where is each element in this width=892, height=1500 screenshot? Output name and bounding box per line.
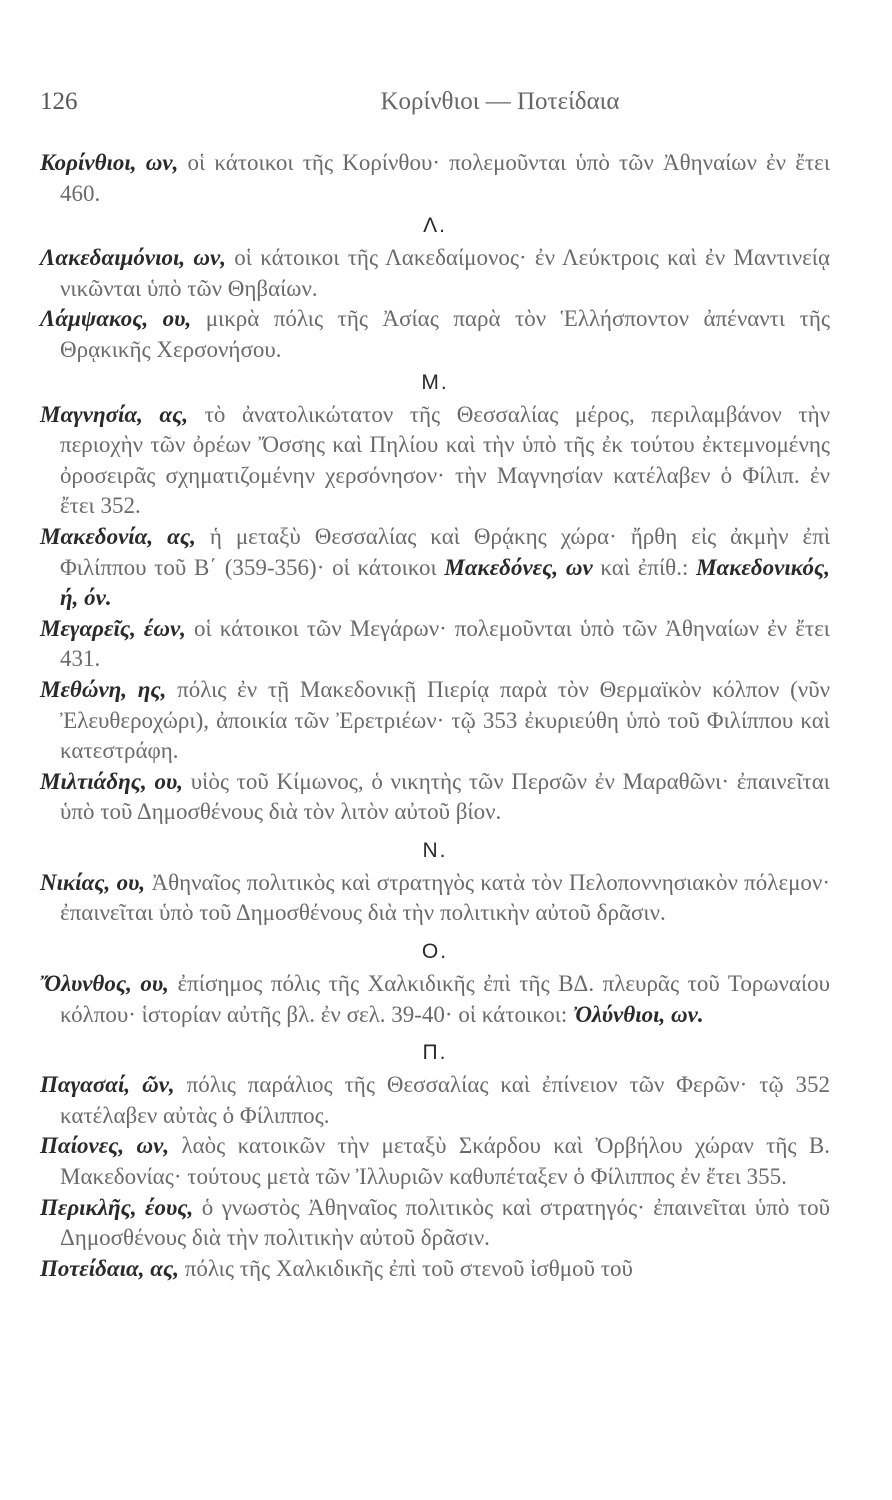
entry-headword: Περικλῆς, έους,: [40, 1194, 194, 1220]
entry-korinthioi: [40, 148, 830, 209]
entry-headword: Ὄλυνθος, ου,: [40, 971, 169, 997]
entry-headword: Λακεδαιμόνιοι, ων,: [40, 245, 226, 271]
entry-megareis: [40, 614, 830, 675]
entry-headword: Παγασαί, ῶν,: [40, 1072, 175, 1098]
entry-nikias: [40, 868, 830, 929]
entry-text: τὸ ἀνατολικώτατον τῆς Θεσσαλίας μέρος, περιλαμβάνον τὴν περιοχὴν τῶν ὀρέων Ὄσσης καὶ Πηλίου καὶ τὴν ὑπὸ τῆς ἐκ τούτου ἐκτεμνομένης ὀροσειρᾶς σχηματιζομένην χερσόνησον· τὴν Μαγνησίαν κατέλαβεν ὁ Φίλιπ. ἐν ἔτει 352.: [60, 401, 830, 519]
entry-text: υἱὸς τοῦ Κίμωνος, ὁ νικητὴς τῶν Περσῶν ἐν Μαραθῶνι· ἐπαινεῖται ὑπὸ τοῦ Δημοσθένους διὰ τὸν λιτὸν αὐτοῦ βίον.: [60, 768, 830, 825]
entry-headword: Μακεδονία, ας,: [40, 523, 196, 549]
running-title: Κορίνθιοι — Ποτείδαια: [380, 88, 620, 115]
section-letter-nu: Ν.: [422, 838, 448, 862]
entry-headword: Νικίας, ου,: [40, 869, 146, 895]
entry-headword: Παίονες, ων,: [40, 1133, 170, 1159]
page-number: 126: [40, 88, 78, 115]
entry-text: οἱ κάτοικοι τῆς Λακεδαίμονος· ἐν Λεύκτροις καὶ ἐν Μαντινείᾳ νικῶνται ὑπὸ τῶν Θηβαίων.: [60, 245, 831, 301]
entry-magnesia: [40, 400, 830, 522]
entry-text: Ἀθηναῖος πολιτικὸς καὶ στρατηγὸς κατὰ τὸν Πελοποννησιακὸν πόλεμον· ἐπαινεῖται ὑπὸ τοῦ Δημοσθένους διὰ τὴν πολιτικὴν αὐτοῦ δρᾶσιν.: [60, 869, 830, 926]
section-letter-pi: Π.: [422, 1041, 448, 1065]
entry-text: πόλις τῆς Χαλκιδικῆς ἐπὶ τοῦ στενοῦ ἰσθμοῦ τοῦ: [178, 1255, 633, 1281]
entry-italic-term: Μακεδόνες, ων: [444, 554, 593, 580]
entry-headword: Ποτείδαια, ας,: [40, 1255, 179, 1281]
entry-text: πόλις ἐν τῇ Μακεδονικῇ Πιερίᾳ παρὰ τὸν Θερμαϊκὸν κόλπον (νῦν Ἐλευθεροχώρι), ἀποικία τῶν Ἐρετριέων· τῷ 353 ἐκυριεύθη ὑπὸ τοῦ Φιλίππου καὶ κατεστράφη.: [60, 676, 830, 764]
entry-italic-term: Μακεδονικός, ή, όν.: [60, 554, 830, 611]
running-head: [40, 88, 840, 118]
section-letter-lambda: Λ.: [423, 214, 447, 238]
entry-text: μικρὰ πόλις τῆς Ἀσίας παρὰ τὸν Ἑλλήσποντον ἀπέναντι τῆς Θρᾳκικῆς Χερσονήσου.: [60, 306, 830, 362]
entry-paiones: [40, 1131, 830, 1192]
entry-text: ἡ μεταξὺ Θεσσαλίας καὶ Θρᾴκης χώρα· ἤρθη εἰς ἀκμὴν ἐπὶ Φιλίππου τοῦ Β΄ (359-356)· οἱ κάτοικοι: [60, 523, 831, 580]
entry-headword: Λάμψακος, ου,: [40, 306, 192, 332]
entries-list: [40, 148, 830, 1284]
section-letter-mu: Μ.: [421, 370, 449, 394]
entry-headword: Μαγνησία, ας,: [40, 401, 189, 427]
entry-makedonia: [40, 522, 830, 614]
entry-pagasai: [40, 1070, 830, 1131]
entry-headword: Κορίνθιοι, ων,: [40, 150, 179, 175]
entry-text: ὁ γνωστὸς Ἀθηναῖος πολιτικὸς καὶ στρατηγός· ἐπαινεῖται ὑπὸ τοῦ Δημοσθένους διὰ τὴν πολιτικὴν αὐτοῦ δρᾶσιν.: [60, 1194, 830, 1251]
entry-methone: [40, 675, 830, 767]
entry-text: λαὸς κατοικῶν τὴν μεταξὺ Σκάρδου καὶ Ὀρβήλου χώραν τῆς Β. Μακεδονίας· τούτους μετὰ τῶν Ἰλλυριῶν καθυπέταξεν ὁ Φίλιππος ἐν ἔτει 355.: [60, 1133, 830, 1190]
entry-headword: Μεγαρεῖς, έων,: [40, 615, 186, 641]
entry-olynthos: [40, 969, 830, 1030]
entry-text: πόλις παράλιος τῆς Θεσσαλίας καὶ ἐπίνειον τῶν Φερῶν· τῷ 352 κατέλαβεν αὐτὰς ὁ Φίλιππος.: [60, 1072, 831, 1128]
entry-miltiades: [40, 767, 830, 828]
section-letter-omicron: Ο.: [421, 940, 449, 964]
entry-text: οἱ κάτοικοι τῶν Μεγάρων· πολεμοῦνται ὑπὸ τῶν Ἀθηναίων ἐν ἔτει 431.: [60, 615, 830, 672]
entry-italic-term: Ὀλύνθιοι, ων.: [573, 1001, 704, 1027]
entry-text-continued: καὶ ἐπίθ.:: [592, 554, 697, 580]
entry-lampsakos: [40, 304, 830, 365]
entry-headword: Μιλτιάδης, ου,: [40, 768, 184, 794]
entry-text: οἱ κάτοικοι τῆς Κορίνθου· πολεμοῦνται ὑπὸ τῶν Ἀθηναίων ἐν ἔτει 460.: [60, 150, 831, 206]
entry-text: ἐπίσημος πόλις τῆς Χαλκιδικῆς ἐπὶ τῆς ΒΔ. πλευρᾶς τοῦ Τορωναίου κόλπου· ἱστορίαν αὐτῆς βλ. ἐν σελ. 39-40· οἱ κάτοικοι:: [60, 971, 830, 1027]
entry-headword: Μεθώνη, ης,: [40, 676, 167, 702]
entry-lakedaimonioi: [40, 243, 830, 304]
entry-poteidaia: [40, 1254, 830, 1285]
entry-perikles: [40, 1193, 830, 1254]
